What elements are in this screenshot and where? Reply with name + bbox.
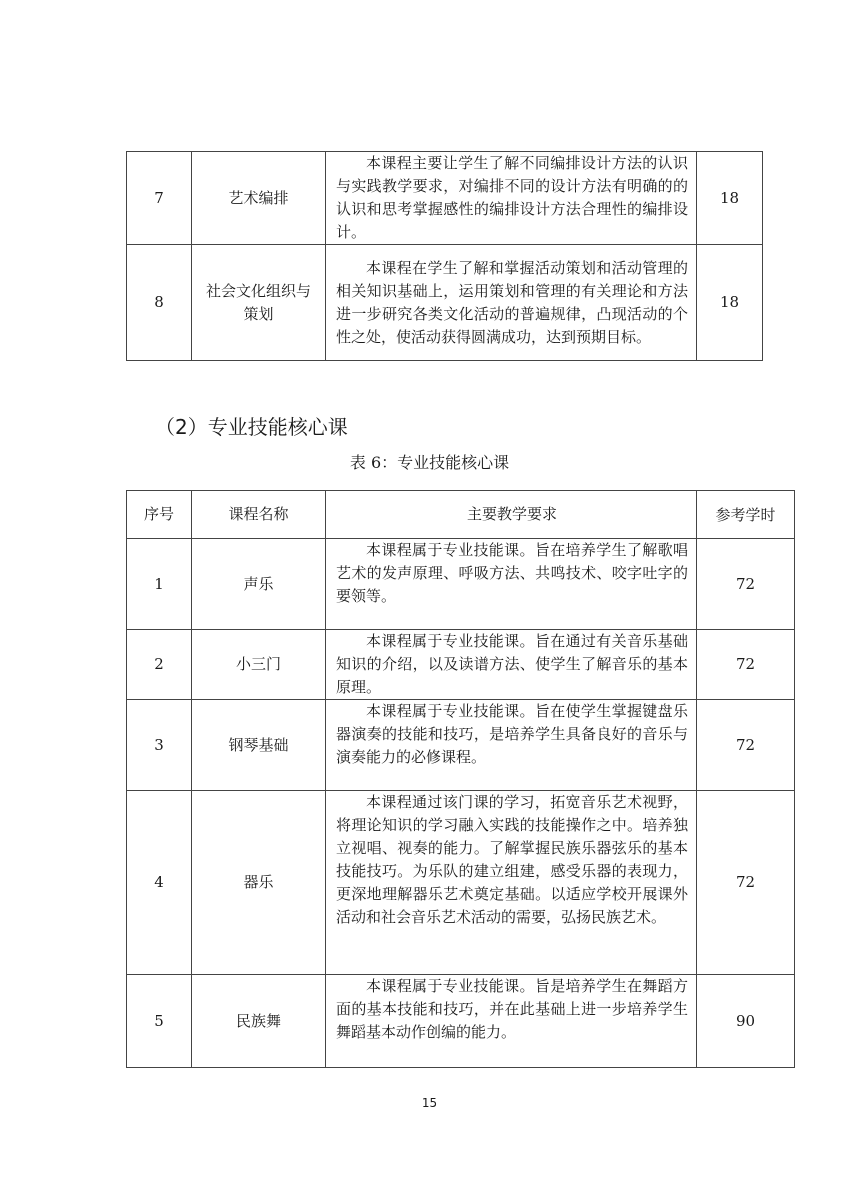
course-name: 声乐 <box>192 539 326 630</box>
course-description-text: 本课程通过该门课的学习，拓宽音乐艺术视野，将理论知识的学习融入实践的技能操作之中。培养独立视唱、视奏的能力。了解掌握民族乐器弦乐的基本技能技巧。为乐队的建立组建，感受乐器的表现力，更深地理解器乐艺术奠定基础。以适应学校开展课外活动和社会音乐艺术活动的需要，弘扬民族艺术。 <box>336 793 688 926</box>
course-description-text: 本课程属于专业技能课。旨在培养学生了解歌唱艺术的发声原理、呼吸方法、共鸣技术、咬字吐字的要领等。 <box>336 541 688 605</box>
core-skills-course-table <box>126 490 795 1068</box>
course-description-text: 本课程在学生了解和掌握活动策划和活动管理的相关知识基础上，运用策划和管理的有关理论和方法进一步研究各类文化活动的普遍规律，凸现活动的个性之处，使活动获得圆满成功，达到预期目标。 <box>336 258 688 346</box>
course-description <box>326 245 697 361</box>
row-number: 4 <box>127 791 192 975</box>
row-number: 3 <box>127 700 192 791</box>
course-description <box>326 152 697 245</box>
header-course-name: 课程名称 <box>192 491 326 539</box>
course-description-text: 本课程属于专业技能课。旨是培养学生在舞蹈方面的基本技能和技巧，并在此基础上进一步培养学生舞蹈基本动作创编的能力。 <box>336 977 688 1041</box>
course-hours: 18 <box>697 152 763 245</box>
course-description <box>326 539 697 630</box>
course-description <box>326 700 697 791</box>
course-name: 艺术编排 <box>192 152 326 245</box>
course-description-text: 本课程主要让学生了解不同编排设计方法的认识与实践教学要求，对编排不同的设计方法有明确的的认识和思考掌握感性的编排设计方法合理性的编排设计。 <box>336 154 688 241</box>
course-name: 器乐 <box>192 791 326 975</box>
course-description <box>326 975 697 1068</box>
course-hours: 72 <box>697 539 795 630</box>
course-description <box>326 791 697 975</box>
table-row <box>127 791 795 975</box>
table-row <box>127 245 763 361</box>
course-description-text: 本课程属于专业技能课。旨在通过有关音乐基础知识的介绍，以及读谱方法、使学生了解音乐的基本原理。 <box>336 632 688 696</box>
course-name: 社会文化组织与策划 <box>192 245 326 361</box>
course-name: 钢琴基础 <box>192 700 326 791</box>
row-number: 1 <box>127 539 192 630</box>
course-hours: 18 <box>697 245 763 361</box>
header-hours: 参考学时 <box>697 491 795 539</box>
course-table-continued <box>126 151 763 361</box>
header-number: 序号 <box>127 491 192 539</box>
row-number: 7 <box>127 152 192 245</box>
table-header-row <box>127 491 795 539</box>
course-description <box>326 630 697 700</box>
course-description-text: 本课程属于专业技能课。旨在使学生掌握键盘乐器演奏的技能和技巧，是培养学生具备良好的音乐与演奏能力的必修课程。 <box>336 702 688 766</box>
table-row <box>127 630 795 700</box>
course-hours: 72 <box>697 630 795 700</box>
section-title: （2）专业技能核心课 <box>155 415 348 439</box>
table-caption: 表 6：专业技能核心课 <box>349 453 510 472</box>
row-number: 8 <box>127 245 192 361</box>
course-hours: 72 <box>697 791 795 975</box>
course-hours: 90 <box>697 975 795 1068</box>
table-row <box>127 975 795 1068</box>
course-hours: 72 <box>697 700 795 791</box>
row-number: 2 <box>127 630 192 700</box>
page-number: 15 <box>421 1096 438 1110</box>
header-description: 主要教学要求 <box>326 491 697 539</box>
row-number: 5 <box>127 975 192 1068</box>
table-row <box>127 539 795 630</box>
table-row <box>127 152 763 245</box>
course-name: 小三门 <box>192 630 326 700</box>
table-row <box>127 700 795 791</box>
course-name: 民族舞 <box>192 975 326 1068</box>
